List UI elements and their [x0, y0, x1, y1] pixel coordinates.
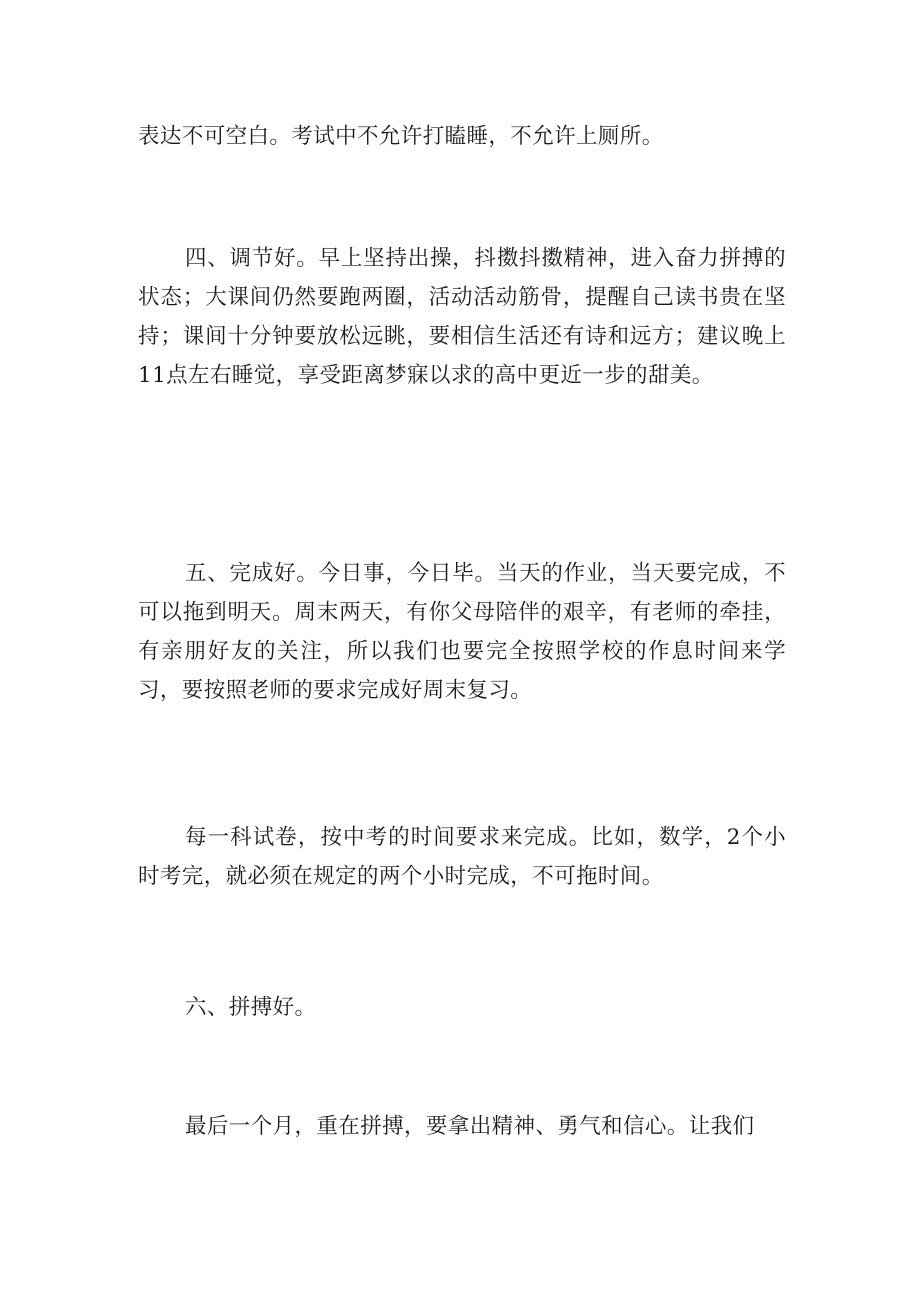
paragraph-exam-timing: 每一科试卷，按中考的时间要求来完成。比如，数学，2个小时考完，就必须在规定的两个小时完成，不可拖时间。: [138, 825, 786, 889]
paragraph-section-four: 四、调节好。早上坚持出操，抖擞抖擞精神，进入奋力拼搏的状态；大课间仍然要跑两圈，活动活动筋骨，提醒自己读书贵在坚持；课间十分钟要放松远眺，要相信生活还有诗和远方；建议晚上11点左右睡觉，享受距离梦寐以求的高中更近一步的甜美。: [138, 246, 786, 388]
paragraph-section-five: 五、完成好。今日事，今日毕。当天的作业，当天要完成，不可以拖到明天。周末两天，有你父母陪伴的艰辛，有老师的牵挂，有亲朋好友的关注，所以我们也要完全按照学校的作息时间来学习，要按照老师的要求完成好周末复习。: [138, 561, 786, 703]
paragraph-exam-rules-end: 表达不可空白。考试中不允许打瞌睡，不允许上厕所。: [138, 124, 664, 149]
paragraph-section-six-heading: 六、拼搏好。: [185, 995, 317, 1020]
paragraph-final-month: 最后一个月，重在拼搏，要拿出精神、勇气和信心。让我们: [185, 1114, 755, 1139]
